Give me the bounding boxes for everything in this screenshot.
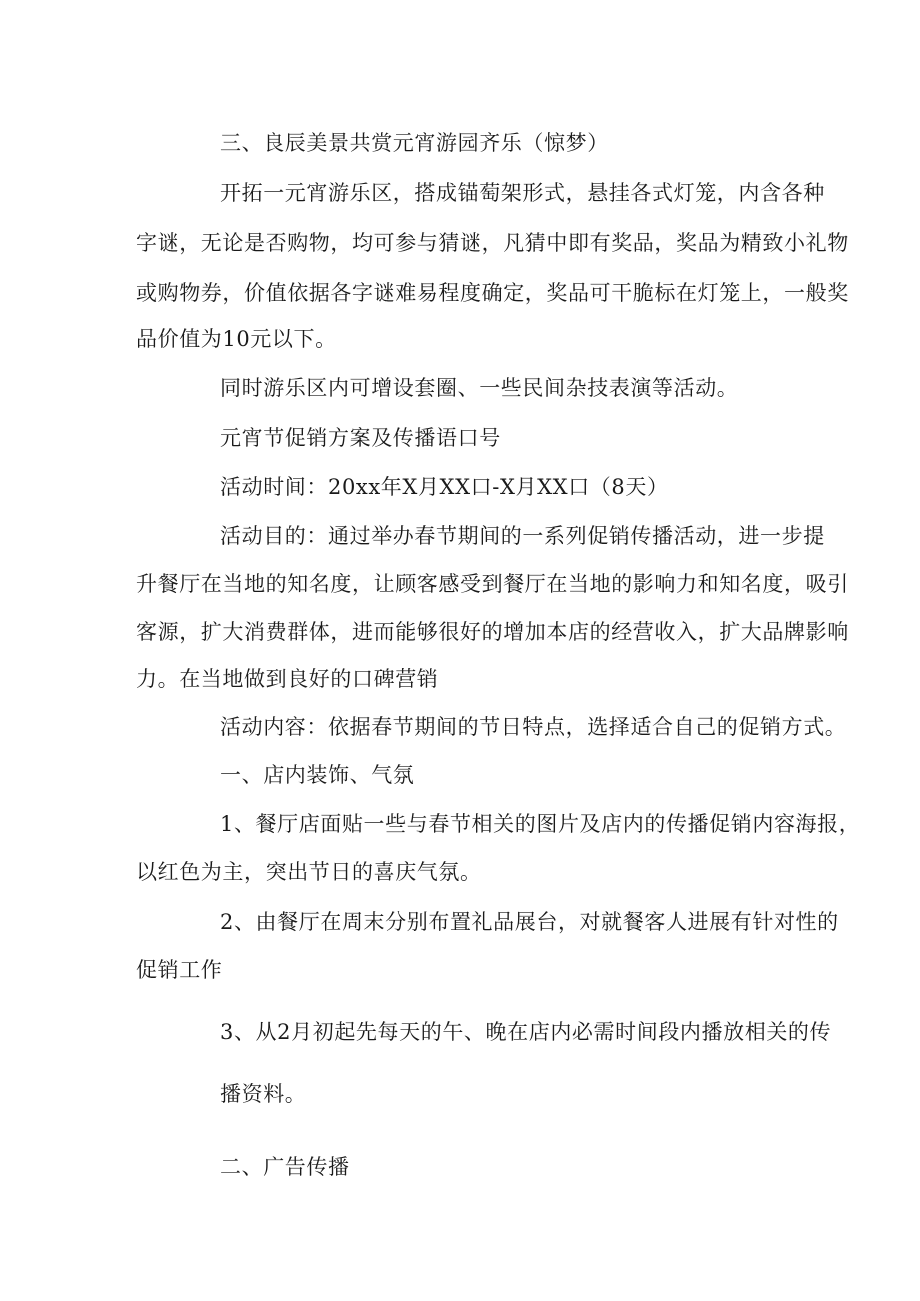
paragraph-line: 同时游乐区内可增设套圈、一些民间杂技表演等活动。 <box>220 376 739 400</box>
paragraph-line: 开拓一元宵游乐区，搭成锚萄架形式，悬挂各式灯笼，内含各种 <box>220 181 825 205</box>
paragraph-line: 升餐厅在当地的知名度，让顾客感受到餐厅在当地的影响力和知名度，吸引 <box>136 572 849 596</box>
list-item-continuation: 以红色为主，突出节日的喜庆气氛。 <box>136 860 482 884</box>
paragraph-line: 客源，扩大消费群体，进而能够很好的增加本店的经营收入，扩大品牌影响 <box>136 620 849 644</box>
paragraph-line: 力。在当地做到良好的口碑营销 <box>136 667 439 691</box>
list-item: 2、由餐厅在周末分别布置礼品展台，对就餐客人进展有针对性的 <box>220 910 839 934</box>
section-heading-advertising: 二、广告传播 <box>220 1155 350 1179</box>
paragraph-line: 品价值为10元以下。 <box>136 327 337 351</box>
list-item-continuation: 促销工作 <box>136 958 223 982</box>
list-item: 3、从2月初起先每天的午、晚在店内必需时间段内播放相关的传 <box>220 1020 832 1044</box>
paragraph-line: 活动目的：通过举办春节期间的一系列促销传播活动，进一步提 <box>220 524 825 548</box>
document-subtitle: 元宵节促销方案及传播语口号 <box>220 426 501 450</box>
list-item: 1、餐厅店面贴一些与春节相关的图片及店内的传播促销内容海报， <box>220 812 861 836</box>
activity-time: 活动时间：20xx年X月XX口-X月XX口（8天） <box>220 475 669 499</box>
section-heading-decoration: 一、店内装饰、气氛 <box>220 763 415 787</box>
paragraph-line: 字谜，无论是否购物，均可参与猜谜，凡猜中即有奖品，奖品为精致小礼物 <box>136 231 849 255</box>
paragraph-line: 或购物券，价值依据各字谜难易程度确定，奖品可干脆标在灯笼上，一般奖 <box>136 281 849 305</box>
activity-content: 活动内容：依据春节期间的节日特点，选择适合自己的促销方式。 <box>220 715 847 739</box>
section-heading-lantern-garden: 三、良辰美景共赏元宵游园齐乐（惊梦） <box>220 131 609 155</box>
list-item-continuation: 播资料。 <box>220 1082 307 1106</box>
